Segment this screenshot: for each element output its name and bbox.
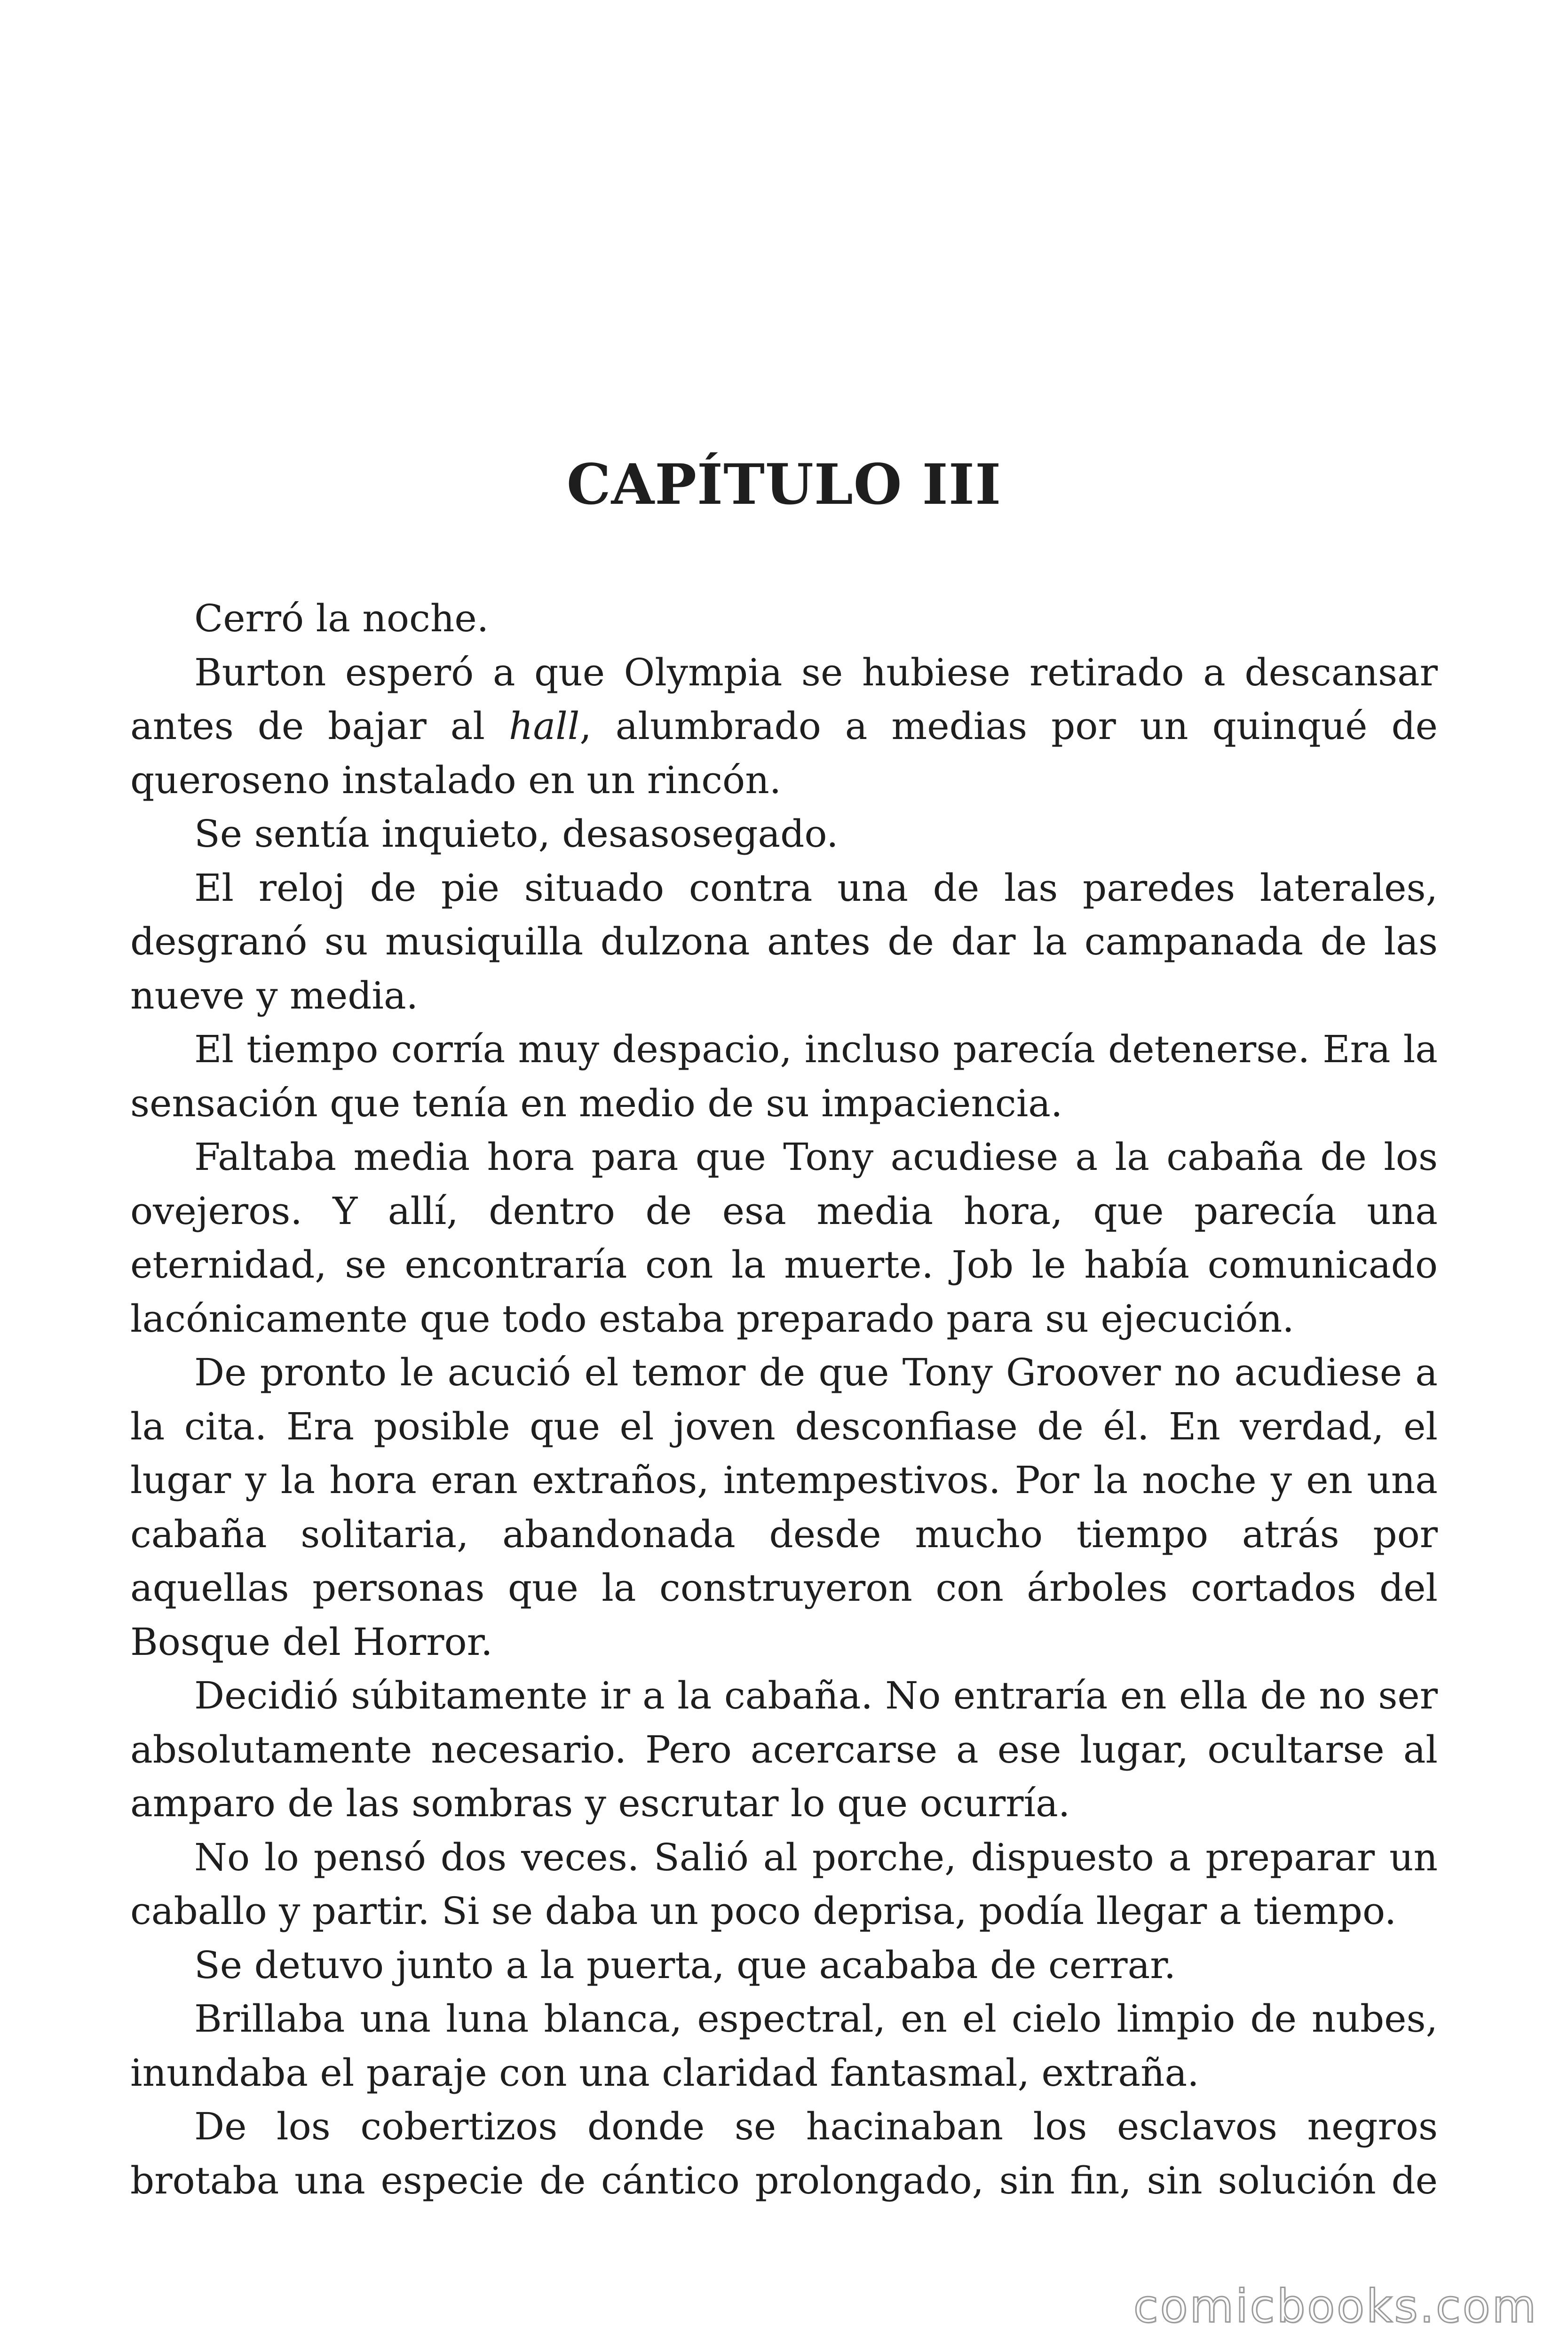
watermark-logo: comicbooks.com	[1133, 2280, 1538, 2333]
paragraph-1: Cerró la noche.	[194, 596, 489, 640]
paragraph-11: Brillaba una luna blanca, espectral, en el cielo limpio de nubes, inundaba el paraje con una claridad fantasmal, extraña.	[130, 1997, 1438, 2095]
paragraph-3: Se sentía inquieto, desasosegado.	[194, 812, 839, 856]
paragraph-4: El reloj de pie situado contra una de las paredes laterales, desgranó su musiquilla dulzona antes de dar la campanada de las nueve y media.	[130, 866, 1438, 1017]
chapter-body	[130, 592, 1438, 2208]
italic-word-hall: hall	[508, 704, 580, 748]
chapter-title: CAPÍTULO III	[566, 452, 1002, 517]
paragraph-2	[130, 646, 1438, 808]
paragraph-5: El tiempo corría muy despacio, incluso parecía detenerse. Era la sensación que tenía en medio de su impaciencia.	[130, 1027, 1438, 1125]
paragraph-9: No lo pensó dos veces. Salió al porche, dispuesto a preparar un caballo y partir. Si se daba un poco deprisa, podía llegar a tiempo.	[130, 1835, 1438, 1933]
paragraph-6: Faltaba media hora para que Tony acudiese a la cabaña de los ovejeros. Y allí, dentro de esa media hora, que parecía una eternidad, se encontraría con la muerte. Job le había comunicado lacónicamente que todo estaba preparado para su ejecución.	[130, 1135, 1438, 1341]
paragraph-8: Decidió súbitamente ir a la cabaña. No entraría en ella de no ser absolutamente necesario. Pero acercarse a ese lugar, ocultarse al amparo de las sombras y escrutar lo que ocurría.	[130, 1674, 1438, 1825]
paragraph-2-text-end: , alumbrado a medias por un quinqué de queroseno instalado en un rincón.	[130, 704, 1438, 802]
paragraph-2-text-start: Burton esperó a que Olympia se hubiese retirado a descansar antes de bajar al	[130, 650, 1438, 748]
paragraph-12: De los cobertizos donde se hacinaban los esclavos negros brotaba una especie de cántico prolongado, sin fin, sin solución de	[130, 2105, 1438, 2202]
paragraph-7: De pronto le acució el temor de que Tony Groover no acudiese a la cita. Era posible que el joven desconfiase de él. En verdad, el lugar y la hora eran extraños, intempestivos. Por la noche y en una cabaña solitaria, abandonada desde mucho tiempo atrás por aquellas personas que la construyeron con árboles cortados del Bosque del Horror.	[130, 1351, 1438, 1664]
paragraph-10: Se detuvo junto a la puerta, que acababa de cerrar.	[194, 1943, 1176, 1987]
